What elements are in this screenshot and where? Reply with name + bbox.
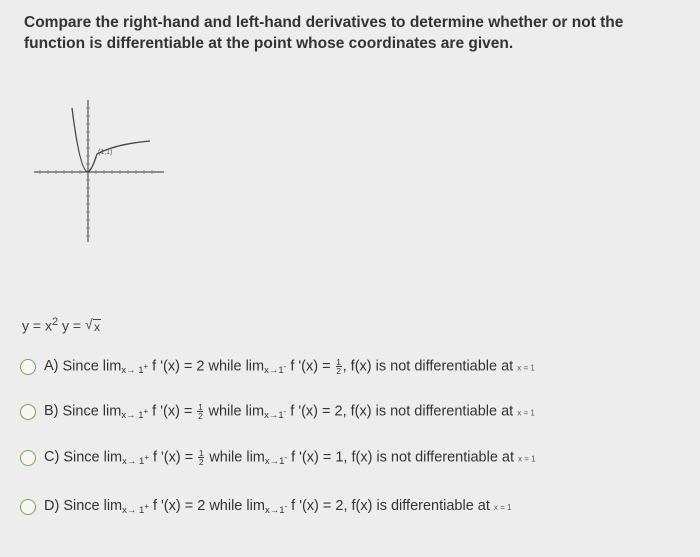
sqrt-expression: √ x [84,315,100,334]
option-b-radio[interactable] [20,404,36,420]
option-c[interactable] [20,446,680,470]
option-c-radio[interactable] [20,450,36,466]
fraction: $\frac{1}{2}$ [336,356,341,376]
option-a-radio[interactable] [20,359,36,375]
parabola-curve [72,108,97,172]
question-text: Compare the right-hand and left-hand derivatives to determine whether or not the function is differentiable at the point whose coordinates are given. [24,14,624,52]
option-d-text: D) Since $\lim_{x\to 1^+} f$ '(x) = 2 while $\lim_{x\to 1^-} f$ '(x) = 2, f(x) is differentiable at x = 1 [44,498,512,516]
point-label: (1,1) [98,149,113,156]
sqrt-argument: x [93,319,100,334]
piecewise-equation [22,316,101,334]
fraction: $\frac{1}{2}$ [198,447,204,467]
fraction: $\frac{1}{2}$ [198,401,203,421]
equation-exponent: 2 [51,316,59,328]
option-b-text: B) Since $\lim_{x\to 1^+} f$ '(x) = $\frac{1}{2}$ while $\lim_{x\to 1^-} f$ '(x) = 2, f(x) is not differentiable at x = 1 [44,401,535,422]
option-d[interactable] [20,495,680,519]
option-d-radio[interactable] [20,499,36,515]
function-graph [34,96,164,246]
option-b[interactable] [20,400,680,424]
option-c-text: C) Since $\lim_{x\to 1^+} f$ '(x) = $\frac{1}{2}$ while $\lim_{x\to 1^-} f$ '(x) = 1, f(x) is not differentiable at x = 1 [44,447,536,468]
option-a[interactable] [20,355,680,379]
equation-left: y = x [22,317,52,334]
option-a-text: A) Since $\lim_{x\to 1^+} f$ '(x) = 2 while $\lim_{x\to 1^-} f$ '(x) = $\frac{1}{2}$ , f(x) is not differentiable at x = 1 [44,356,535,377]
equation-right: y = [58,317,85,334]
